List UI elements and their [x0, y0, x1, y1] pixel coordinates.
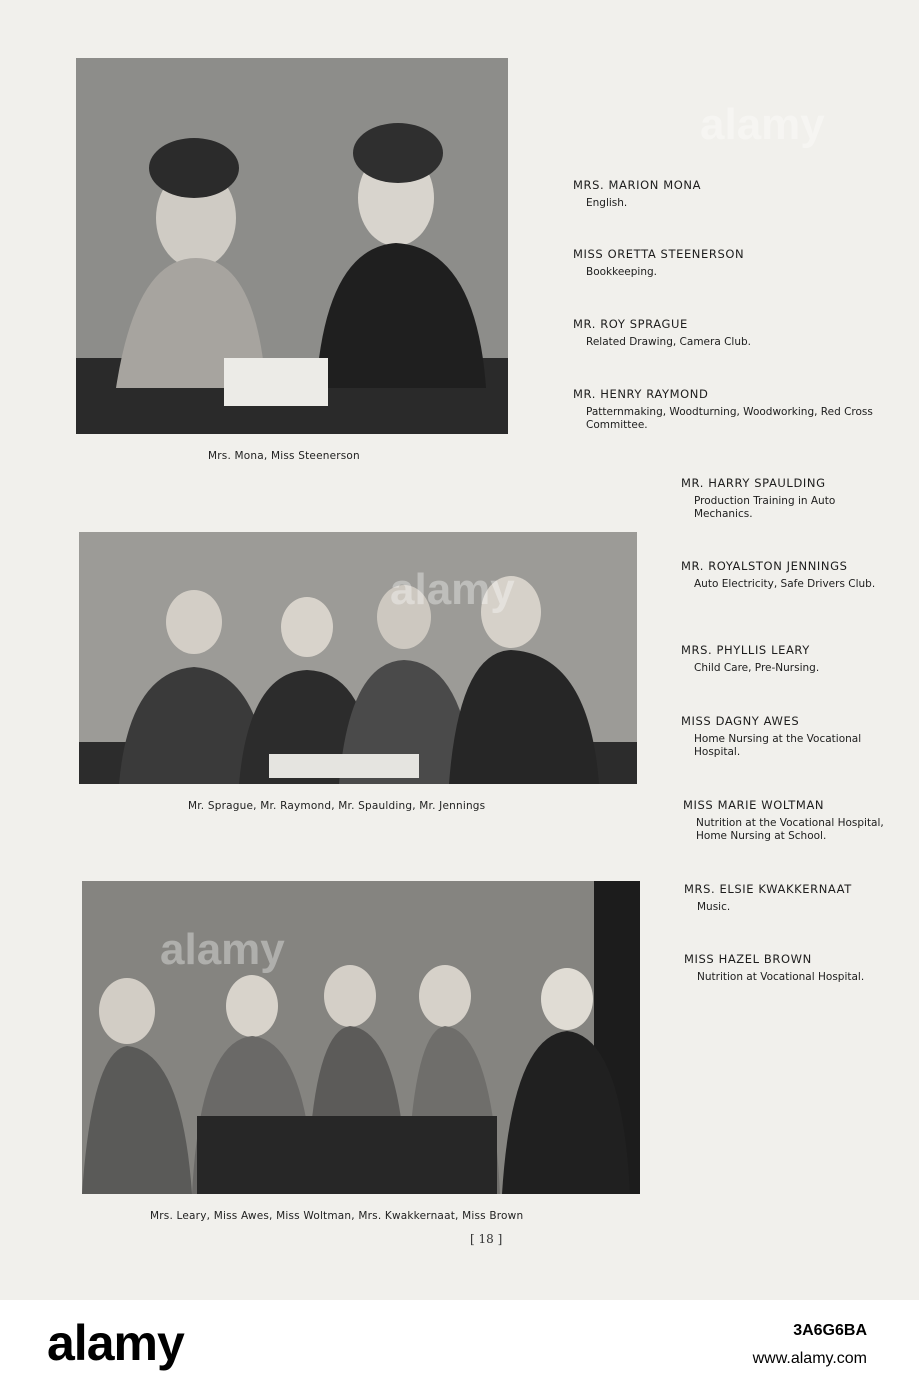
faculty-name: MISS ORETTA STEENERSON [573, 247, 745, 261]
faculty-subject: Home Nursing at the Vocational Hospital. [694, 733, 862, 758]
watermark-logo: alamy [160, 925, 285, 974]
faculty-subject: Production Training in Auto Mechanics. [694, 495, 836, 520]
faculty-name: MR. ROY SPRAGUE [573, 317, 688, 331]
photo2-caption: Mr. Sprague, Mr. Raymond, Mr. Spaulding, Mr. Jennings [188, 800, 486, 812]
faculty-entry [684, 882, 904, 914]
photo-mona-steenerson [76, 58, 508, 434]
page-number: [ 18 ] [470, 1232, 503, 1246]
footer-url: www.alamy.com [752, 1350, 867, 1367]
faculty-name: MR. ROYALSTON JENNINGS [681, 559, 848, 573]
faculty-name: MISS DAGNY AWES [681, 714, 800, 728]
faculty-entry [681, 476, 893, 521]
footer-logo: alamy [47, 1315, 184, 1371]
faculty-entry [573, 247, 873, 279]
faculty-name: MRS. MARION MONA [573, 178, 702, 192]
faculty-subject: Bookkeeping. [586, 266, 657, 278]
faculty-name: MRS. PHYLLIS LEARY [681, 643, 810, 657]
faculty-subject: Patternmaking, Woodturning, Woodworking, Red Cross Committee. [586, 406, 873, 431]
faculty-name: MISS MARIE WOLTMAN [683, 798, 825, 812]
faculty-subject: English. [586, 197, 628, 209]
faculty-entry [573, 317, 873, 349]
faculty-entry [684, 952, 909, 984]
faculty-subject: Music. [697, 901, 731, 913]
faculty-subject: Auto Electricity, Safe Drivers Club. [694, 578, 876, 590]
footer-image-id: 3A6G6BA [793, 1322, 867, 1339]
faculty-subject: Child Care, Pre-Nursing. [694, 662, 820, 674]
faculty-subject: Nutrition at the Vocational Hospital, Home Nursing at School. [696, 817, 884, 842]
photo1-caption: Mrs. Mona, Miss Steenerson [208, 450, 360, 462]
faculty-subject: Nutrition at Vocational Hospital. [697, 971, 865, 983]
faculty-entry [681, 559, 893, 591]
watermark-logo: alamy [390, 565, 515, 614]
faculty-name: MRS. ELSIE KWAKKERNAAT [684, 882, 852, 896]
photo3-caption: Mrs. Leary, Miss Awes, Miss Woltman, Mrs. Kwakkernaat, Miss Brown [150, 1210, 524, 1222]
photo-sprague-raymond-spaulding-jennings [79, 532, 637, 784]
watermark-logo: alamy [700, 100, 825, 149]
faculty-name: MISS HAZEL BROWN [684, 952, 812, 966]
faculty-name: MR. HARRY SPAULDING [681, 476, 826, 490]
faculty-name: MR. HENRY RAYMOND [573, 387, 709, 401]
faculty-entry [681, 714, 893, 759]
faculty-entry [683, 798, 895, 843]
faculty-entry [573, 387, 891, 432]
faculty-entry [573, 178, 873, 210]
faculty-subject: Related Drawing, Camera Club. [586, 336, 752, 348]
photo-leary-awes-woltman-kwakkernaat-brown [82, 881, 640, 1194]
faculty-entry [681, 643, 893, 675]
